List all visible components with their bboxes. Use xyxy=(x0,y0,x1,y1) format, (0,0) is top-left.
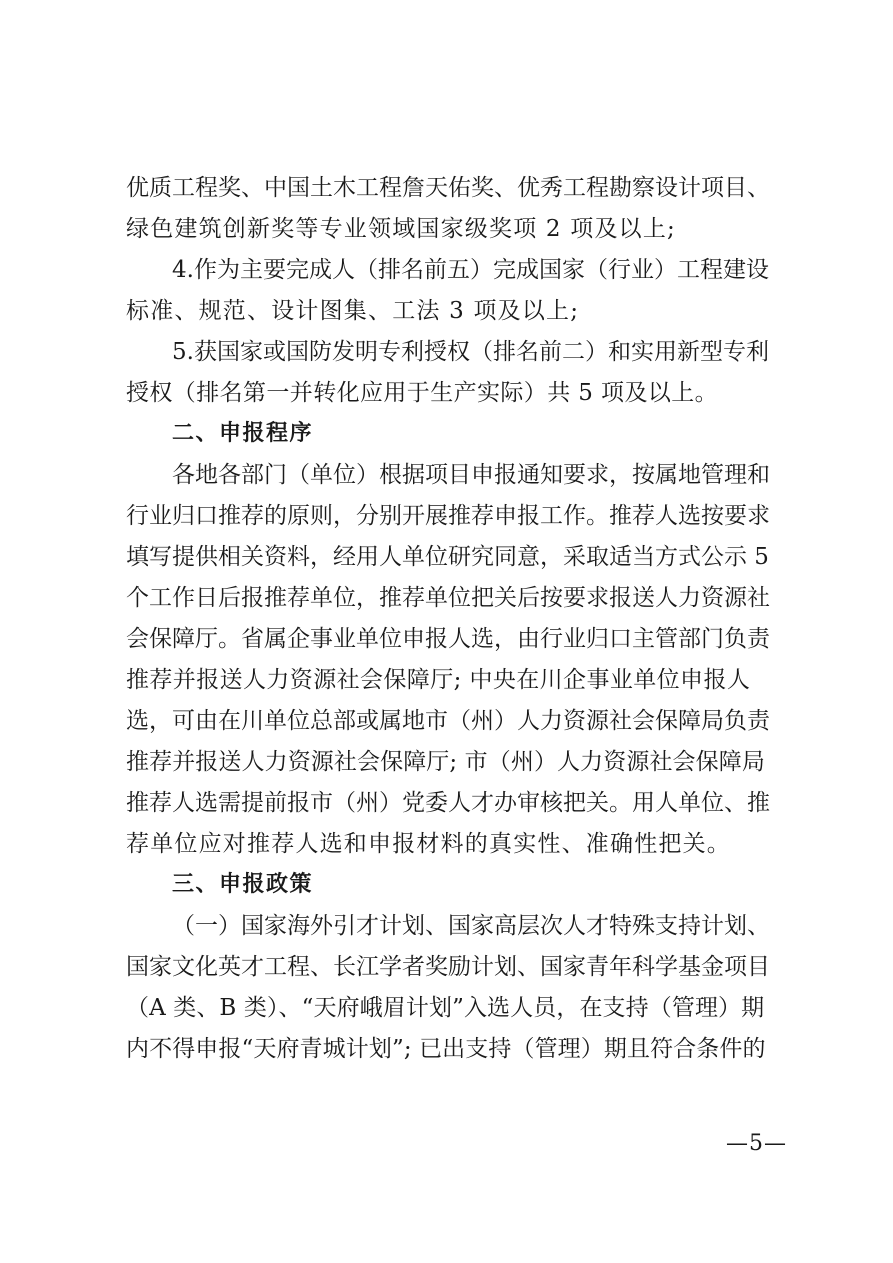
body-text-line: 推荐人选需提前报市（州）党委人才办审核把关。用人单位、推 xyxy=(126,790,770,816)
body-text-line: 会保障厅。省属企事业单位申报人选，由行业归口主管部门负责 xyxy=(126,626,770,652)
section-heading-policy: 三、申报政策 xyxy=(172,872,314,897)
body-text-line: 国家文化英才工程、长江学者奖励计划、国家青年科学基金项目 xyxy=(126,954,770,980)
body-text-line: 荐单位应对推荐人选和申报材料的真实性、准确性把关。 xyxy=(126,831,731,857)
body-text-line: 行业归口推荐的原则，分别开展推荐申报工作。推荐人选按要求 xyxy=(126,503,770,529)
body-text-line: 各地各部门（单位）根据项目申报通知要求，按属地管理和 xyxy=(172,462,770,488)
body-text-line: 推荐并报送人力资源社会保障厅; 市（州）人力资源社会保障局 xyxy=(126,749,765,775)
body-text-line: （A 类、B 类）、“天府峨眉计划”入选人员，在支持（管理）期 xyxy=(126,995,765,1021)
body-text-line: （一）国家海外引才计划、国家高层次人才特殊支持计划、 xyxy=(172,913,770,939)
body-text-line: 标准、规范、设计图集、工法 3 项及以上; xyxy=(126,298,580,324)
body-text-line: 绿色建筑创新奖等专业领域国家级奖项 2 项及以上; xyxy=(126,216,677,242)
body-text-line: 授权（排名第一并转化应用于生产实际）共 5 项及以上。 xyxy=(126,380,719,406)
body-text-line: 优质工程奖、中国土木工程詹天佑奖、优秀工程勘察设计项目、 xyxy=(126,175,770,201)
body-text-line: 内不得申报“天府青城计划”; 已出支持（管理）期且符合条件的 xyxy=(126,1036,766,1062)
page-number: —5— xyxy=(726,1131,787,1156)
body-text-line: 填写提供相关资料，经用人单位研究同意，采取适当方式公示 5 xyxy=(126,544,769,570)
list-item-5: 5.获国家或国防发明专利授权（排名前二）和实用新型专利 xyxy=(172,339,769,365)
section-heading-procedure: 二、申报程序 xyxy=(172,421,314,446)
body-text-line: 选，可由在川单位总部或属地市（州）人力资源社会保障局负责 xyxy=(126,708,770,734)
body-text-line: 推荐并报送人力资源社会保障厅; 中央在川企事业单位申报人 xyxy=(126,667,751,693)
body-text-line: 个工作日后报推荐单位，推荐单位把关后按要求报送人力资源社 xyxy=(126,585,770,611)
list-item-4: 4.作为主要完成人（排名前五）完成国家（行业）工程建设 xyxy=(172,257,769,283)
